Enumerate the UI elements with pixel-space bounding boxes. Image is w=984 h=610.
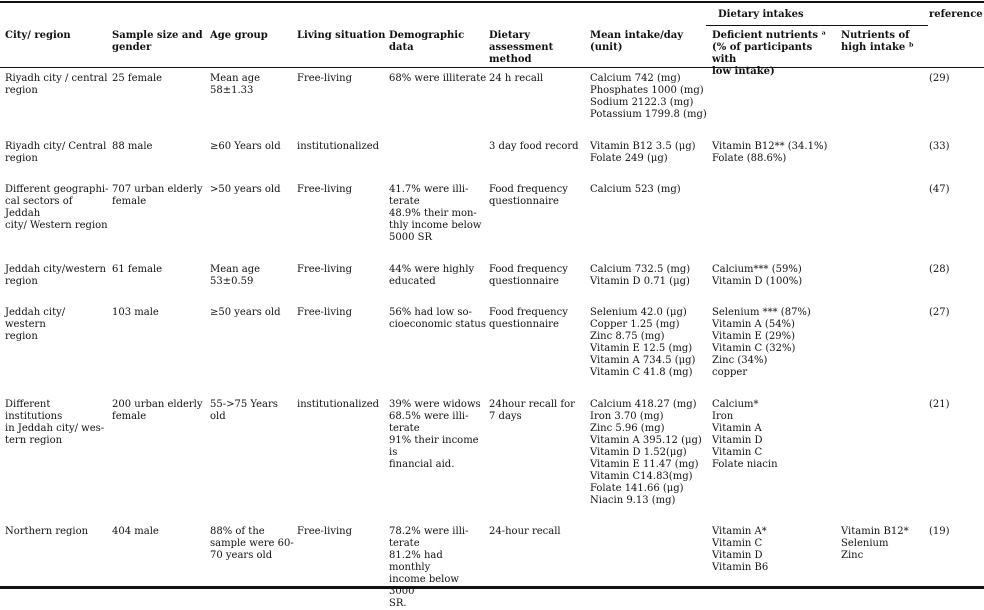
cell-dietary-method: Food frequency questionnaire bbox=[489, 264, 568, 287]
cell-mean-intake: Calcium 732.5 (mg) Vitamin D 0.71 (μg) bbox=[590, 264, 691, 287]
cell-demographic: 44% were highly educated bbox=[389, 264, 475, 287]
col-header-high-intake: Nutrients of high intake ᵇ bbox=[841, 30, 914, 53]
cell-deficient: Vitamin B12** (34.1%) Folate (88.6%) bbox=[712, 141, 828, 164]
group-header-rule bbox=[706, 25, 928, 26]
group-header-dietary-intakes: Dietary intakes bbox=[718, 9, 804, 20]
cell-city-region: Riyadh city / central region bbox=[5, 73, 108, 96]
cell-city-region: Different institutions in Jeddah city/ wes- tern region bbox=[5, 399, 105, 446]
col-header-deficient: Deficient nutrients ᵃ (% of participants with low intake) bbox=[712, 30, 827, 77]
cell-age: 88% of the sample were 60- 70 years old bbox=[210, 526, 294, 561]
col-header-mean-intake: Mean intake/day (unit) bbox=[590, 30, 684, 53]
cell-high-intake: Vitamin B12* Selenium Zinc bbox=[841, 526, 909, 561]
cell-living: institutionalized bbox=[297, 399, 380, 410]
cell-deficient: Vitamin A* Vitamin C Vitamin D Vitamin B6 bbox=[712, 526, 769, 573]
cell-living: Free-living bbox=[297, 184, 353, 195]
cell-reference: (47) bbox=[929, 184, 950, 195]
cell-mean-intake: Calcium 418.27 (mg) Iron 3.70 (mg) Zinc 5.96 (mg) Vitamin A 395.12 (μg) Vitamin D 1.52(μg) Vitamin E 11.47 (mg) Vitamin C14.83(mg) Folate 141.66 (μg) Niacin 9.13 (mg) bbox=[590, 399, 702, 506]
col-header-demographic: Demographic data bbox=[389, 30, 465, 53]
table-top-rule bbox=[0, 1, 984, 3]
cell-sample: 200 urban elderly female bbox=[112, 399, 203, 422]
col-header-dietary-method: Dietary assessment method bbox=[489, 30, 554, 65]
cell-mean-intake: Calcium 742 (mg) Phosphates 1000 (mg) Sodium 2122.3 (mg) Potassium 1799.8 (mg) bbox=[590, 73, 707, 120]
cell-dietary-method: Food frequency questionnaire bbox=[489, 307, 568, 330]
cell-city-region: Different geographi- cal sectors of Jeddah city/ Western region bbox=[5, 184, 109, 231]
cell-reference: (29) bbox=[929, 73, 950, 84]
cell-mean-intake: Calcium 523 (mg) bbox=[590, 184, 681, 195]
cell-demographic: 56% had low so- cioeconomic status bbox=[389, 307, 486, 330]
cell-demographic: 39% were widows 68.5% were illi- terate 91% their income is financial aid. bbox=[389, 399, 481, 470]
cell-living: Free-living bbox=[297, 264, 353, 275]
cell-age: >50 years old bbox=[210, 184, 281, 195]
cell-deficient: Selenium *** (87%) Vitamin A (54%) Vitamin E (29%) Vitamin C (32%) Zinc (34%) copper bbox=[712, 307, 811, 378]
cell-demographic: 68% were illiterate bbox=[389, 73, 487, 84]
cell-age: Mean age 53±0.59 bbox=[210, 264, 261, 287]
cell-sample: 61 female bbox=[112, 264, 163, 275]
cell-sample: 25 female bbox=[112, 73, 163, 84]
cell-living: institutionalized bbox=[297, 141, 380, 152]
cell-living: Free-living bbox=[297, 526, 353, 537]
cell-deficient: Calcium* Iron Vitamin A Vitamin D Vitamin C Folate niacin bbox=[712, 399, 778, 470]
cell-age: ≥50 years old bbox=[210, 307, 281, 318]
cell-mean-intake: Selenium 42.0 (μg) Copper 1.25 (mg) Zinc 8.75 (mg) Vitamin E 12.5 (mg) Vitamin A 734.5 (μg) Vitamin C 41.8 (mg) bbox=[590, 307, 696, 378]
cell-sample: 707 urban elderly female bbox=[112, 184, 203, 207]
cell-age: 55->75 Years old bbox=[210, 399, 278, 422]
table-bottom-rule bbox=[0, 586, 984, 589]
cell-city-region: Northern region bbox=[5, 526, 89, 537]
cell-reference: (33) bbox=[929, 141, 950, 152]
cell-reference: (21) bbox=[929, 399, 950, 410]
cell-city-region: Jeddah city/western region bbox=[5, 264, 106, 287]
cell-sample: 103 male bbox=[112, 307, 159, 318]
cell-sample: 88 male bbox=[112, 141, 153, 152]
col-header-reference: reference bbox=[929, 9, 983, 20]
col-header-age: Age group bbox=[210, 30, 268, 41]
cell-reference: (27) bbox=[929, 307, 950, 318]
cell-reference: (19) bbox=[929, 526, 950, 537]
col-header-city-region: City/ region bbox=[5, 30, 71, 41]
cell-reference: (28) bbox=[929, 264, 950, 275]
cell-living: Free-living bbox=[297, 73, 353, 84]
cell-city-region: Riyadh city/ Central region bbox=[5, 141, 107, 164]
cell-dietary-method: 3 day food record bbox=[489, 141, 579, 152]
cell-sample: 404 male bbox=[112, 526, 159, 537]
col-header-living: Living situation bbox=[297, 30, 386, 41]
cell-age: Mean age 58±1.33 bbox=[210, 73, 261, 96]
col-header-sample: Sample size and gender bbox=[112, 30, 203, 53]
cell-dietary-method: 24hour recall for 7 days bbox=[489, 399, 575, 422]
cell-mean-intake: Vitamin B12 3.5 (μg) Folate 249 (μg) bbox=[590, 141, 696, 164]
cell-age: ≥60 Years old bbox=[210, 141, 281, 152]
cell-demographic: 41.7% were illi- terate 48.9% their mon- thly income below 5000 SR bbox=[389, 184, 482, 243]
cell-deficient: Calcium*** (59%) Vitamin D (100%) bbox=[712, 264, 803, 287]
cell-city-region: Jeddah city/ western region bbox=[5, 307, 66, 342]
cell-living: Free-living bbox=[297, 307, 353, 318]
cell-demographic: 78.2% were illi- terate 81.2% had monthly income below 3000 SR. bbox=[389, 526, 469, 609]
cell-dietary-method: 24 h recall bbox=[489, 73, 544, 84]
cell-dietary-method: 24-hour recall bbox=[489, 526, 561, 537]
cell-dietary-method: Food frequency questionnaire bbox=[489, 184, 568, 207]
